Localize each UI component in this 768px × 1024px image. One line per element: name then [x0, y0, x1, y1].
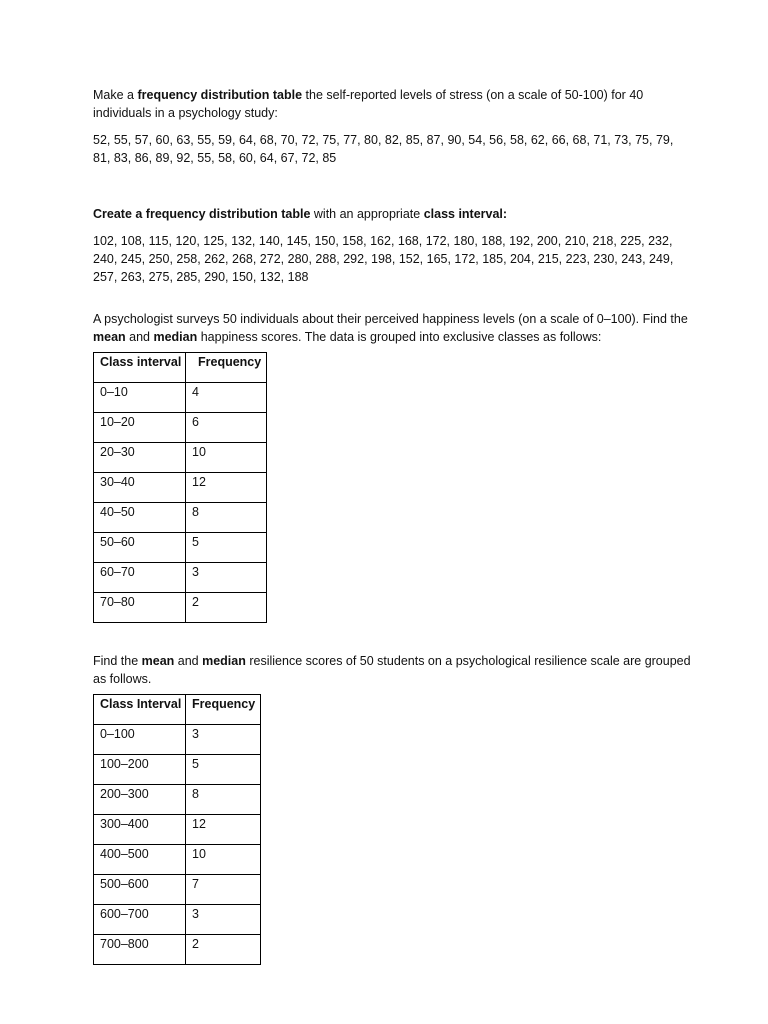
frequency-cell: 8 — [186, 785, 261, 815]
table-row — [94, 815, 261, 845]
class-interval-cell: 600–700 — [94, 905, 186, 935]
question-4-prompt: Find the mean and median resilience scores of 50 students on a psychological resilience scale are grouped as follows. — [93, 654, 691, 686]
table-header-row — [94, 695, 261, 725]
frequency-cell: 12 — [186, 815, 261, 845]
class-interval-cell: 50–60 — [94, 533, 186, 563]
class-interval-cell: 300–400 — [94, 815, 186, 845]
frequency-cell: 10 — [186, 443, 267, 473]
class-interval-cell: 30–40 — [94, 473, 186, 503]
table-row — [94, 905, 261, 935]
happiness-frequency-table — [93, 352, 267, 623]
frequency-cell: 8 — [186, 503, 267, 533]
table-row — [94, 845, 261, 875]
class-interval-cell: 700–800 — [94, 935, 186, 965]
frequency-cell: 3 — [186, 725, 261, 755]
frequency-cell: 2 — [186, 935, 261, 965]
class-interval-cell: 20–30 — [94, 443, 186, 473]
table-row — [94, 875, 261, 905]
frequency-cell: 3 — [186, 905, 261, 935]
class-interval-cell: 200–300 — [94, 785, 186, 815]
document-page — [93, 86, 693, 965]
frequency-cell: 5 — [186, 755, 261, 785]
table-header-class-interval: Class interval — [94, 353, 186, 383]
frequency-cell: 10 — [186, 845, 261, 875]
resilience-frequency-table — [93, 694, 261, 965]
table-row — [94, 563, 267, 593]
table-row — [94, 725, 261, 755]
table-row — [94, 443, 267, 473]
table-row — [94, 785, 261, 815]
class-interval-cell: 60–70 — [94, 563, 186, 593]
table-row — [94, 503, 267, 533]
frequency-cell: 7 — [186, 875, 261, 905]
class-interval-cell: 0–10 — [94, 383, 186, 413]
frequency-cell: 2 — [186, 593, 267, 623]
class-interval-cell: 100–200 — [94, 755, 186, 785]
table-row — [94, 593, 267, 623]
question-2-prompt: Create a frequency distribution table with an appropriate class interval: — [93, 207, 508, 221]
table-header-row — [94, 353, 267, 383]
class-interval-cell: 0–100 — [94, 725, 186, 755]
table-row — [94, 413, 267, 443]
table-header-frequency: Frequency — [186, 353, 267, 383]
frequency-cell: 12 — [186, 473, 267, 503]
class-interval-cell: 70–80 — [94, 593, 186, 623]
class-interval-cell: 400–500 — [94, 845, 186, 875]
table-row — [94, 383, 267, 413]
class-interval-cell: 10–20 — [94, 413, 186, 443]
question-1-data: 52, 55, 57, 60, 63, 55, 59, 64, 68, 70, 72, 75, 77, 80, 82, 85, 87, 90, 54, 56, 58, 62, 66, 68, 71, 73, 75, 79, 81, 83, 86, 89, 92, 55, 58, 60, 64, 67, 72, 85 — [93, 133, 674, 165]
frequency-cell: 6 — [186, 413, 267, 443]
frequency-cell: 5 — [186, 533, 267, 563]
table-row — [94, 755, 261, 785]
table-row — [94, 473, 267, 503]
table-row — [94, 533, 267, 563]
class-interval-cell: 40–50 — [94, 503, 186, 533]
frequency-cell: 4 — [186, 383, 267, 413]
class-interval-cell: 500–600 — [94, 875, 186, 905]
question-3-prompt: A psychologist surveys 50 individuals about their perceived happiness levels (on a scale of 0–100). Find the mean and median happiness scores. The data is grouped into exclusive classes as follows: — [93, 312, 688, 344]
question-1-prompt: Make a frequency distribution table the self-reported levels of stress (on a scale of 50-100) for 40 individuals in a psychology study: — [93, 88, 644, 120]
question-2-data: 102, 108, 115, 120, 125, 132, 140, 145, 150, 158, 162, 168, 172, 180, 188, 192, 200, 210, 218, 225, 232, 240, 245, 250, 258, 262, 268, 272, 280, 288, 292, 198, 152, 165, 172, 185, 204, 215, 223, 230, 243, 249, 257, 263, 275, 285, 290, 150, 132, 188 — [93, 234, 674, 284]
table-row — [94, 935, 261, 965]
table-header-class-interval: Class Interval — [94, 695, 186, 725]
frequency-cell: 3 — [186, 563, 267, 593]
table-header-frequency: Frequency — [186, 695, 261, 725]
